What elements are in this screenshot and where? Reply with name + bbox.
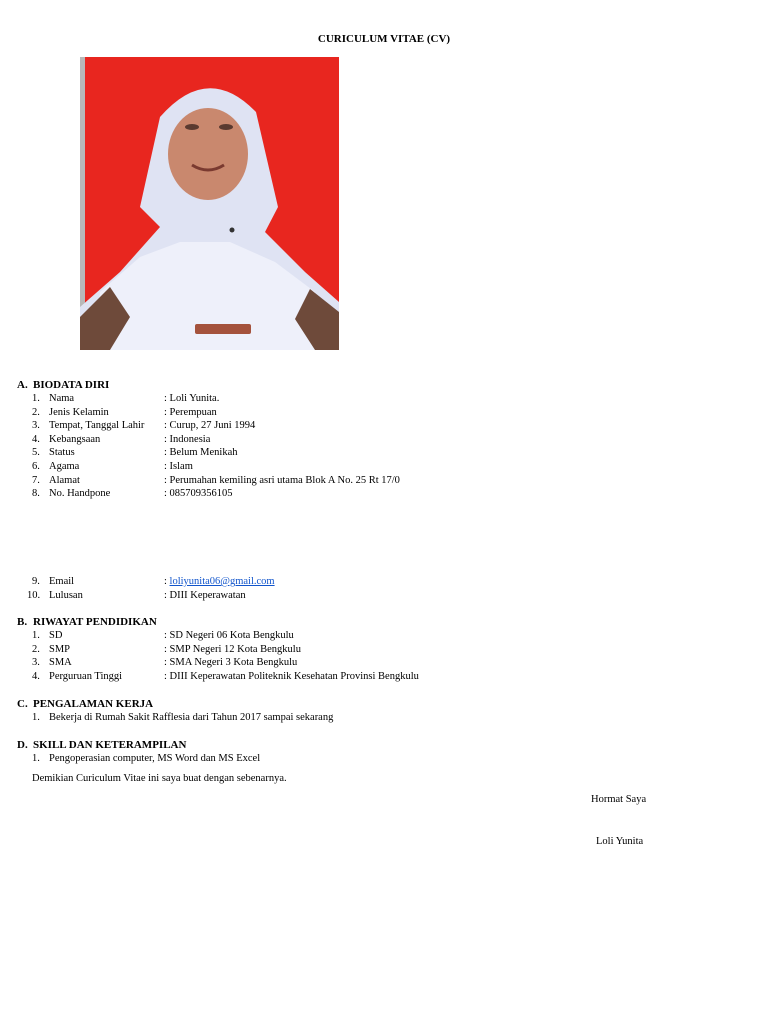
biodata-row-alamat [0,474,768,488]
section-a-title: BIODATA DIRI [33,379,110,391]
row-label: Alamat [49,475,80,486]
section-d-letter: D. [17,739,28,751]
pengalaman-item [0,711,768,725]
profile-photo-image [80,57,339,350]
row-value: : Perumahan kemiling asri utama Blok A No. 25 Rt 17/0 [164,475,400,486]
section-d-title: SKILL DAN KETERAMPILAN [33,739,187,751]
row-value: : Loli Yunita. [164,393,220,404]
biodata-row-agama [0,460,768,474]
section-c-title: PENGALAMAN KERJA [33,698,154,710]
row-number: 1. [32,712,40,723]
row-number: 4. [32,434,40,445]
row-number: 8. [32,488,40,499]
regards-text: Hormat Saya [591,794,647,805]
section-a-letter: A. [17,379,28,391]
row-text: Bekerja di Rumah Sakit Rafflesia dari Tahun 2017 sampai sekarang [49,712,334,723]
profile-photo [80,57,339,350]
biodata-row-email [0,575,768,589]
row-number: 4. [32,671,40,682]
row-value: : Indonesia [164,434,211,445]
row-number: 5. [32,447,40,458]
row-label: Perguruan Tinggi [49,671,123,682]
row-colon: : [164,576,170,587]
row-label: SMP [49,644,71,655]
row-value: : Perempuan [164,407,217,418]
row-number: 7. [32,475,40,486]
row-value: : Islam [164,461,193,472]
row-value: : Belum Menikah [164,447,238,458]
row-label: SD [49,630,63,641]
row-number: 9. [32,576,40,587]
row-number: 1. [32,393,40,404]
skill-item [0,752,768,766]
row-value: : DIII Keperawatan [164,590,246,601]
pendidikan-row-smp [0,643,768,657]
pendidikan-row-sd [0,629,768,643]
row-value: : 085709356105 [164,488,233,499]
row-label: Nama [49,393,75,404]
row-label: Jenis Kelamin [49,407,109,418]
row-label: SMA [49,657,72,668]
pendidikan-row-sma [0,656,768,670]
section-c-letter: C. [17,698,28,710]
biodata-row-ttl [0,419,768,433]
closing-statement: Demikian Curiculum Vitae ini saya buat dengan sebenarnya. [32,773,287,784]
row-value: : SMP Negeri 12 Kota Bengkulu [164,644,301,655]
row-label: Tempat, Tanggal Lahir [49,420,145,431]
row-number: 2. [32,407,40,418]
biodata-row-handpone [0,487,768,501]
row-number: 10. [27,590,41,601]
biodata-row-jenis-kelamin [0,406,768,420]
biodata-row-status [0,446,768,460]
section-b-title: RIWAYAT PENDIDIKAN [33,616,157,628]
pendidikan-row-pt [0,670,768,684]
signature-name: Loli Yunita [596,836,644,847]
row-label: Kebangsaan [49,434,101,445]
row-value [164,575,275,589]
row-number: 6. [32,461,40,472]
row-value: : SD Negeri 06 Kota Bengkulu [164,630,294,641]
biodata-row-nama [0,392,768,406]
biodata-row-lulusan [0,589,768,603]
row-number: 1. [32,630,40,641]
row-label: No. Handpone [49,488,111,499]
section-b-letter: B. [17,616,28,628]
row-number: 3. [32,420,40,431]
row-label: Lulusan [49,590,83,601]
biodata-row-kebangsaan [0,433,768,447]
email-link[interactable]: loliyunita06@gmail.com [169,576,275,587]
row-number: 1. [32,753,40,764]
row-value: : SMA Negeri 3 Kota Bengkulu [164,657,298,668]
row-value: : DIII Keperawatan Politeknik Kesehatan Provinsi Bengkulu [164,671,419,682]
row-value: : Curup, 27 Juni 1994 [164,420,256,431]
document-title: CURICULUM VITAE (CV) [317,33,451,45]
row-text: Pengoperasian computer, MS Word dan MS Excel [49,753,261,764]
row-label: Agama [49,461,80,472]
row-label: Email [49,576,75,587]
row-number: 3. [32,657,40,668]
row-number: 2. [32,644,40,655]
row-label: Status [49,447,75,458]
